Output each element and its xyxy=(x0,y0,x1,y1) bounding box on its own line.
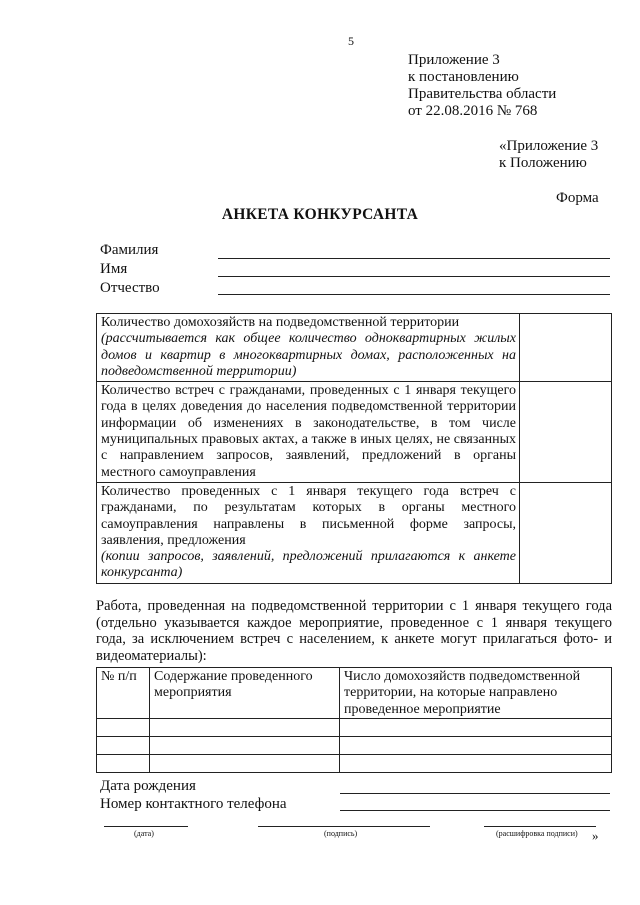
name-field[interactable] xyxy=(218,276,610,277)
patronymic-field[interactable] xyxy=(218,294,610,295)
regulation-line: «Приложение 3 xyxy=(499,138,599,154)
table-header-row xyxy=(97,668,612,719)
table-row xyxy=(97,314,612,382)
appendix-header xyxy=(408,52,556,120)
phone-field[interactable] xyxy=(340,810,610,811)
surname-label: Фамилия xyxy=(100,242,159,258)
table-row xyxy=(97,736,612,754)
question-text: Количество проведенных с 1 января текущего года встреч с гражданами, по результатам которых в органы местного самоуправления направлены в письменной форме запросы, заявления, предложения xyxy=(101,483,516,548)
date-caption: (дата) xyxy=(134,829,154,838)
phone-label: Номер контактного телефона xyxy=(100,796,287,812)
table-cell[interactable] xyxy=(340,754,612,772)
work-paragraph: Работа, проведенная на подведомственной территории с 1 января текущего года (отдельно указывается каждое мероприятие, проведенное с 1 января текущего года, за исключением встреч с населением, к анкете могут прилагаться фото- и видеоматериалы): xyxy=(96,598,612,664)
table-cell[interactable] xyxy=(97,736,150,754)
page-number: 5 xyxy=(348,34,354,48)
table-cell[interactable] xyxy=(150,736,340,754)
measures-table xyxy=(96,667,612,773)
closing-quote: » xyxy=(592,828,599,843)
question-cell xyxy=(97,482,520,583)
birth-date-field[interactable] xyxy=(340,793,610,794)
question-cell xyxy=(97,382,520,483)
table-cell[interactable] xyxy=(150,754,340,772)
table-row xyxy=(97,382,612,483)
appendix-line: от 22.08.2016 № 768 xyxy=(408,103,538,119)
table-cell[interactable] xyxy=(97,718,150,736)
question-cell xyxy=(97,314,520,382)
date-signature-line[interactable] xyxy=(104,826,188,827)
table-row xyxy=(97,754,612,772)
column-header-content: Содержание проведенного мероприятия xyxy=(150,668,340,719)
questions-table xyxy=(96,313,612,584)
column-header-households: Число домохозяйств подведомственной территории, на которые направлено проведенное мероприятие xyxy=(340,668,612,719)
page-title: АНКЕТА КОНКУРСАНТА xyxy=(221,206,419,223)
table-cell[interactable] xyxy=(97,754,150,772)
question-text: Количество встреч с гражданами, проведенных с 1 января текущего года в целях доведения до населения подведомственной территории информации об изменениях в законодательстве, в том числе муниципальных правовых актах, а также в иных целях, не связанных с направлением запросов, заявлений, предложений в органы местного самоуправления xyxy=(101,383,516,480)
signature-line[interactable] xyxy=(258,826,430,827)
decoding-caption: (расшифровка подписи) xyxy=(496,829,578,838)
appendix-line: к постановлению xyxy=(408,69,519,85)
signature-caption: (подпись) xyxy=(324,829,358,838)
table-cell[interactable] xyxy=(340,736,612,754)
form-label: Форма xyxy=(556,190,599,206)
decoding-signature-line[interactable] xyxy=(484,826,596,827)
surname-field[interactable] xyxy=(218,258,610,259)
answer-cell[interactable] xyxy=(520,314,612,382)
regulation-line: к Положению xyxy=(499,155,587,171)
appendix-line: Приложение 3 xyxy=(408,52,500,68)
answer-cell[interactable] xyxy=(520,482,612,583)
question-note: (рассчитывается как общее количество одноквартирных жилых домов и квартир в многоквартирных домах, расположенных на подведомственной территории) xyxy=(101,331,516,379)
answer-cell[interactable] xyxy=(520,382,612,483)
appendix-line: Правительства области xyxy=(408,86,557,102)
table-row xyxy=(97,482,612,583)
patronymic-label: Отчество xyxy=(100,280,160,296)
name-label: Имя xyxy=(100,261,128,277)
question-note: (копии запросов, заявлений, предложений прилагаются к анкете конкурсанта) xyxy=(101,549,516,581)
table-cell[interactable] xyxy=(340,718,612,736)
table-row xyxy=(97,718,612,736)
column-header-number: № п/п xyxy=(97,668,150,719)
question-text: Количество домохозяйств на подведомственной территории xyxy=(101,315,460,330)
birth-date-label: Дата рождения xyxy=(100,778,196,794)
regulation-appendix xyxy=(499,138,598,172)
table-cell[interactable] xyxy=(150,718,340,736)
